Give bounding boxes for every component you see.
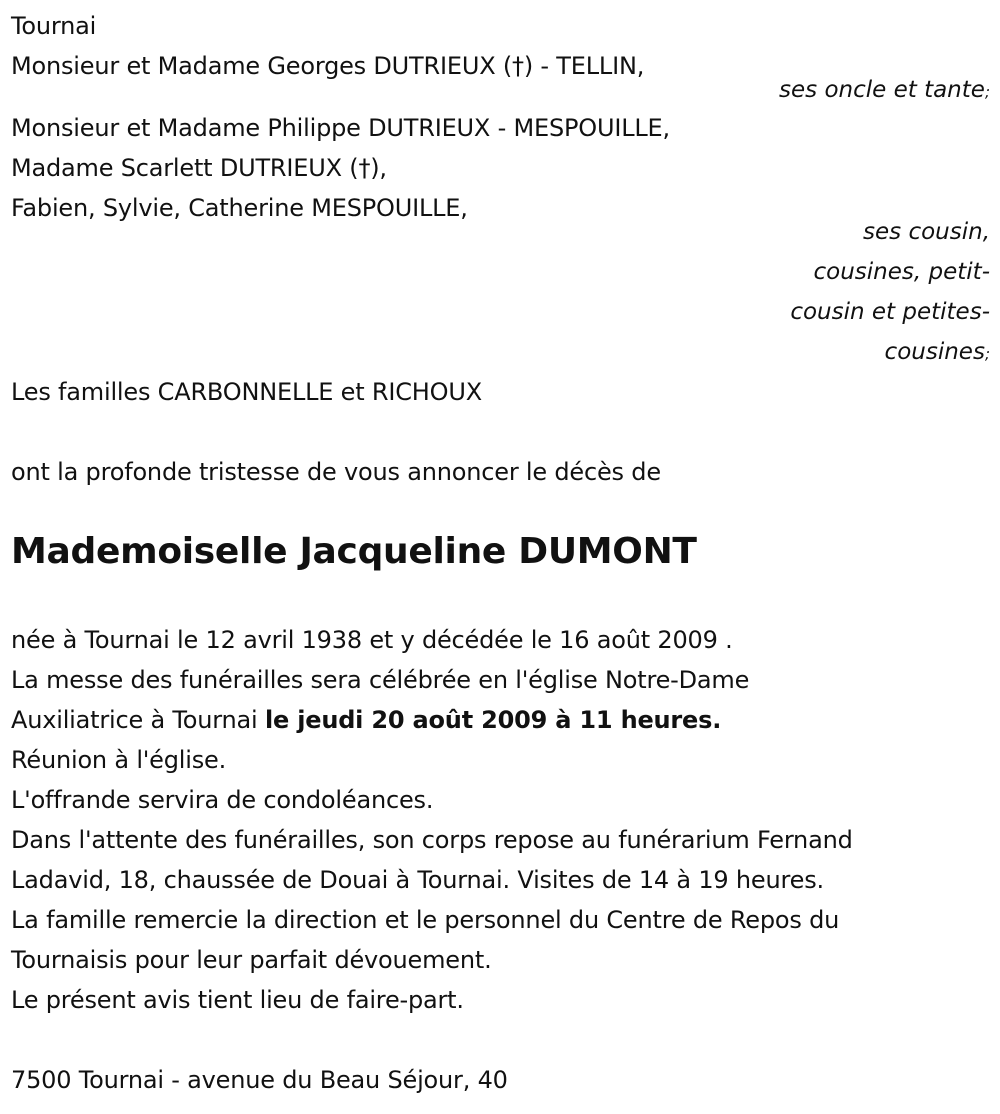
relation-cousins-line-4: cousines; — [884, 339, 990, 365]
offering-line: L'offrande servira de condoléances. — [11, 786, 434, 814]
birth-death-line: née à Tournai le 12 avril 1938 et y décédée le 16 août 2009 . — [11, 626, 733, 654]
family-line-scarlett: Madame Scarlett DUTRIEUX (†), — [11, 154, 387, 182]
announcement-text: ont la profonde tristesse de vous annoncer le décès de — [11, 458, 661, 486]
relation-cousins-line-1: ses cousin, — [863, 219, 990, 245]
family-line-mespouille: Fabien, Sylvie, Catherine MESPOUILLE, — [11, 194, 468, 222]
relation-cousins-line-3: cousin et petites- — [790, 299, 990, 325]
funeral-home-line-2: Ladavid, 18, chaussée de Douai à Tournai. Visites de 14 à 19 heures. — [11, 866, 824, 894]
family-line-philippe: Monsieur et Madame Philippe DUTRIEUX - MESPOUILLE, — [11, 114, 670, 142]
city-heading: Tournai — [11, 12, 97, 40]
meeting-line: Réunion à l'église. — [11, 746, 227, 774]
mass-date-time: le jeudi 20 août 2009 à 11 heures. — [264, 706, 722, 734]
other-families: Les familles CARBONNELLE et RICHOUX — [11, 378, 482, 406]
address-line: 7500 Tournai - avenue du Beau Séjour, 40 — [11, 1066, 508, 1094]
thanks-line-1: La famille remercie la direction et le personnel du Centre de Repos du — [11, 906, 840, 934]
relation-uncle-aunt: ses oncle et tante; — [779, 77, 990, 103]
mass-line-1: La messe des funérailles sera célébrée en l'église Notre-Dame — [11, 666, 750, 694]
relation-cousins-line-2: cousines, petit- — [813, 259, 990, 285]
family-line-uncle-aunt: Monsieur et Madame Georges DUTRIEUX (†) - TELLIN, — [11, 52, 645, 80]
mass-line-2: Auxiliatrice à Tournai le jeudi 20 août 2009 à 11 heures. — [11, 706, 722, 734]
faire-part-line: Le présent avis tient lieu de faire-part. — [11, 986, 464, 1014]
funeral-home-line-1: Dans l'attente des funérailles, son corps repose au funérarium Fernand — [11, 826, 853, 854]
deceased-name: Mademoiselle Jacqueline DUMONT — [11, 531, 697, 572]
thanks-line-2: Tournaisis pour leur parfait dévouement. — [11, 946, 492, 974]
